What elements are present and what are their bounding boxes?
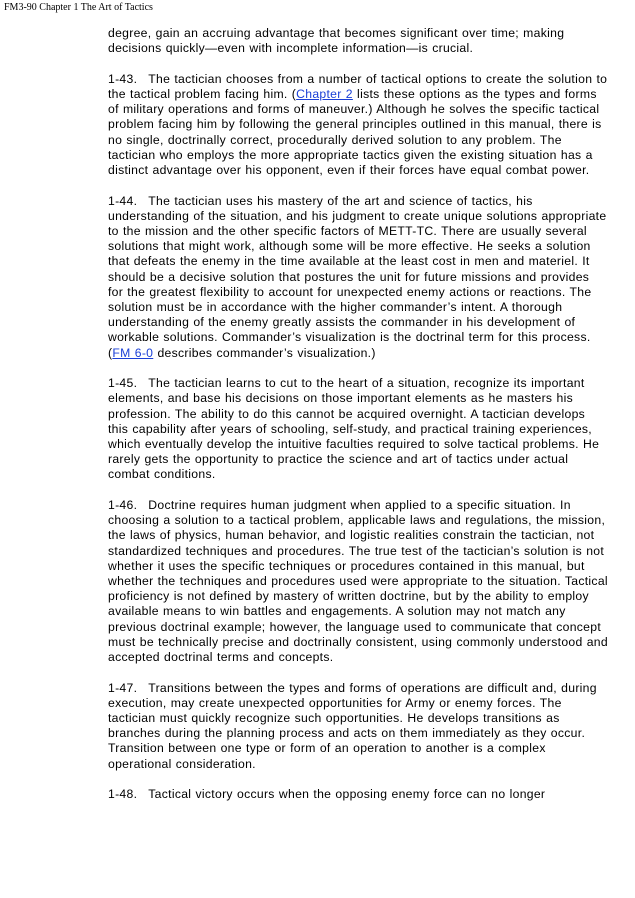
paragraph-text: degree, gain an accruing advantage that becomes significant over time; making decisions quickly—even with incomplete information—is crucial. [108,26,565,56]
running-head: FM3-90 Chapter 1 The Art of Tactics [4,2,153,13]
paragraph-1-43 [108,72,608,178]
paragraph-number: 1-48. [108,787,138,802]
paragraph-1-48 [108,787,608,802]
paragraph-1-44 [108,194,608,361]
paragraph-text: describes commander’s visualization.) [153,345,376,360]
paragraph-text: The tactician chooses from a number of tactical options to create the solution to the tactical problem facing him. ( [108,71,608,101]
page-content [108,26,608,818]
paragraph-text: Tactical victory occurs when the opposing enemy force can no longer [148,787,546,802]
paragraph-text: The tactician learns to cut to the heart of a situation, recognize its important elements, and base his decisions on those important elements as he masters his profession. The ability to do this cannot be acquired overnight. A tactician develops this capability after years of schooling, self-study, and practical training experiences, which eventually develop the intuitive faculties required to solve tactical problems. He rarely gets the opportunity to practice the science and art of tactics under actual combat conditions. [108,376,600,482]
paragraph-text: The tactician uses his mastery of the art and science of tactics, his understanding of the situation, and his judgment to create unique solutions appropriate to the mission and the other specific factors of METT-TC. There are usually several solutions that might work, although some will be more effective. He seeks a solution that defeats the enemy in the time available at the least cost in men and materiel. It should be a decisive solution that postures the unit for future missions and provides for the greatest flexibility to account for unexpected enemy actions or reactions. The solution must be in accordance with the higher commander’s intent. A thorough understanding of the enemy greatly assists the commander in his development of workable solutions. Commander’s visualization is the doctrinal term for this process. ( [108,193,607,360]
paragraph-number: 1-45. [108,376,138,391]
paragraph-1-45 [108,376,608,482]
fm-6-0-link[interactable]: FM 6-0 [112,345,154,360]
paragraph-text: Doctrine requires human judgment when applied to a specific situation. In choosing a solution to a tactical problem, applicable laws and regulations, the mission, the laws of physics, human behavior, and logistic realities constrain the tactician, not standardized techniques and procedures. The true test of the tactician’s solution is not whether it uses the specific techniques or procedures contained in this manual, but whether the techniques and procedures used were appropriate to the situation. Tactical proficiency is not defined by mastery of written doctrine, but by the ability to employ available means to win battles and engagements. A solution may not match any previous doctrinal example; however, the language used to communicate that concept must be technically precise and doctrinally consistent, using commonly understood and accepted doctrinal terms and concepts. [108,498,608,665]
paragraph-text: Transitions between the types and forms of operations are difficult and, during execution, may create unexpected opportunities for Army or enemy forces. The tactician must quickly recognize such opportunities. He develops transitions as branches during the planning process and acts on them immediately as they occur. Transition between one type or form of an operation to another is a complex operational consideration. [108,680,597,771]
paragraph-text: lists these options as the types and forms of military operations and forms of maneuver.) Although he solves the specific tactical problem facing him by following the general principles outlined in this manual, there is no single, doctrinally correct, procedurally derived solution to any problem. The tactician who employs the more appropriate tactics given the existing situation has a distinct advantage over his opponent, even if their forces have equal combat power. [108,87,602,178]
paragraph-number: 1-43. [108,71,138,86]
paragraph-continued [108,26,608,56]
paragraph-number: 1-46. [108,498,138,513]
paragraph-number: 1-47. [108,680,138,695]
paragraph-number: 1-44. [108,193,138,208]
paragraph-1-46 [108,498,608,665]
paragraph-1-47 [108,681,608,772]
chapter-2-link[interactable]: Chapter 2 [296,87,353,101]
